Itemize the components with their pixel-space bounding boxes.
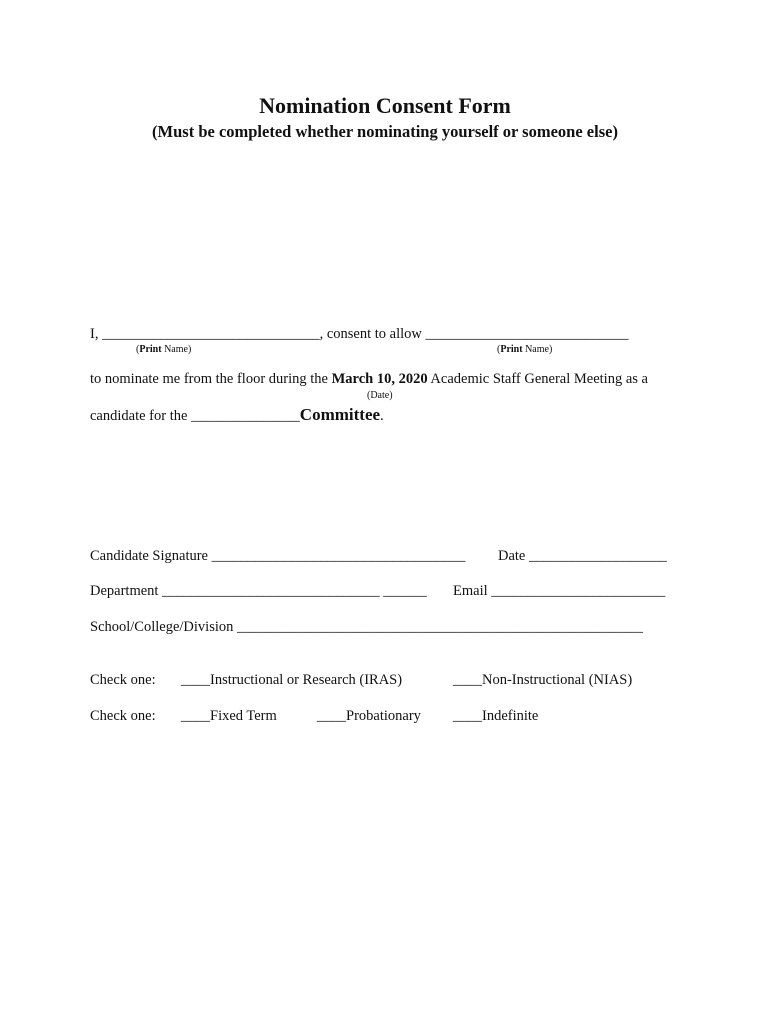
check-probationary[interactable]: ____Probationary — [317, 708, 421, 724]
form-title: Nomination Consent Form — [259, 93, 511, 118]
check-nias[interactable]: ____Non-Instructional (NIAS) — [453, 672, 633, 688]
date-caption: (Date) — [367, 390, 393, 401]
check-one-label-1: Check one: — [90, 672, 156, 688]
consent-line-3: candidate for the _______________Committee. — [90, 405, 384, 424]
department-field[interactable]: Department ______________________________ ______ — [90, 583, 427, 599]
check-indefinite[interactable]: ____Indefinite — [453, 708, 539, 724]
meeting-date: March 10, 2020 — [331, 371, 428, 387]
print-name-caption-right: (Print Name) — [497, 344, 553, 355]
check-iras[interactable]: ____Instructional or Research (IRAS) — [181, 672, 403, 688]
form-subtitle: (Must be completed whether nominating yourself or someone else) — [152, 122, 618, 141]
committee-blank: _______________ — [191, 408, 300, 424]
check-one-label-2: Check one: — [90, 708, 156, 724]
consent-line-1: I, ______________________________, consent to allow ____________________________ — [90, 326, 629, 342]
date-field[interactable]: Date ___________________ — [498, 548, 667, 564]
print-name-caption-left: (Print Name) — [136, 344, 192, 355]
email-field[interactable]: Email ________________________ — [453, 583, 666, 599]
check-fixed-term[interactable]: ____Fixed Term — [181, 708, 277, 724]
committee-word: Committee — [299, 405, 381, 424]
consent-line-2: to nominate me from the floor during the March 10, 2020 Academic Staff General Meeting as a — [90, 371, 648, 387]
candidate-signature-field[interactable]: Candidate Signature ___________________________________ — [90, 548, 466, 564]
school-field[interactable]: School/College/Division ________________________________________________________ — [90, 619, 644, 635]
